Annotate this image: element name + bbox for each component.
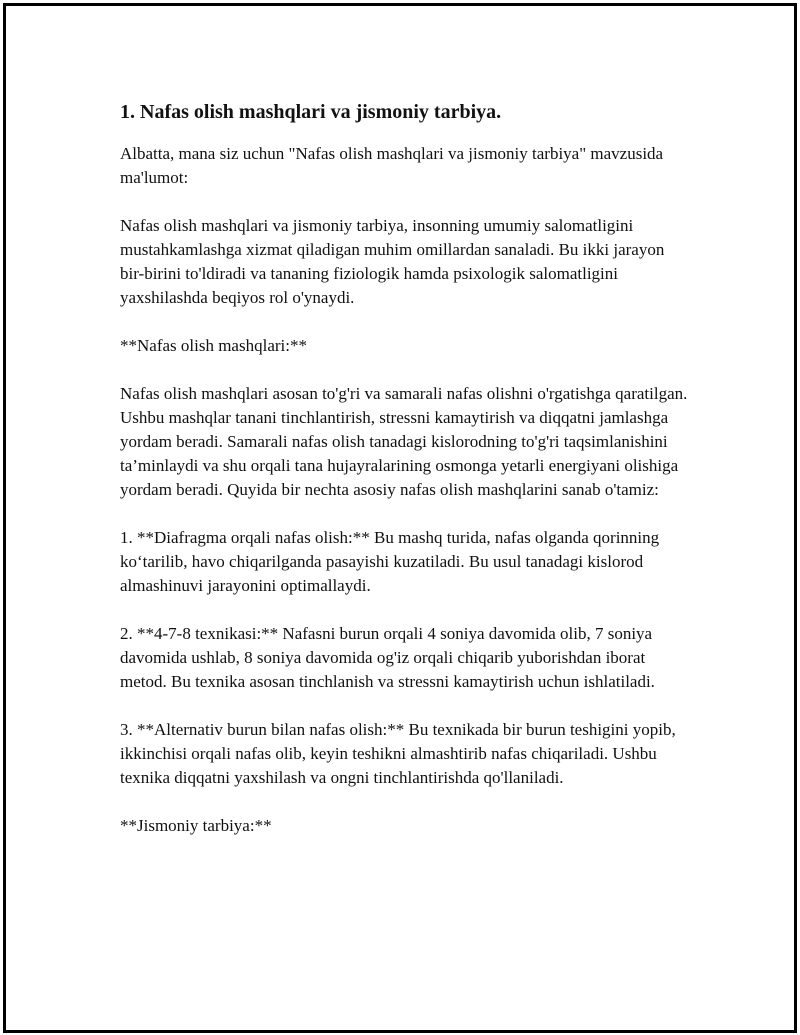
intro-paragraph: Albatta, mana siz uchun "Nafas olish mashqlari va jismoniy tarbiya" mavzusida ma'lumot: bbox=[120, 144, 664, 187]
document-body bbox=[120, 98, 690, 862]
section-heading-breathing: **Nafas olish mashqlari:** bbox=[120, 336, 307, 355]
overview-paragraph: Nafas olish mashqlari va jismoniy tarbiya, insonning umumiy salomatligini mustahkamlashga xizmat qiladigan muhim omillardan sanaladi. Bu ikki jarayon bir-birini to'ldiradi va tananing fiziologik hamda psixologik salomatligini yaxshilashda beqiyos rol o'ynaydi. bbox=[120, 216, 665, 307]
section-heading-physical: **Jismoniy tarbiya:** bbox=[120, 816, 272, 835]
exercise-item-2: 2. **4-7-8 texnikasi:** Nafasni burun orqali 4 soniya davomida olib, 7 soniya davomida ushlab, 8 soniya davomida og'iz orqali chiqarib yuborishdan iborat metod. Bu texnika asosan tinchlanish va stressni kamaytirish uchun ishlatiladi. bbox=[120, 624, 655, 691]
breathing-paragraph: Nafas olish mashqlari asosan to'g'ri va samarali nafas olishni o'rgatishga qaratilgan. Ushbu mashqlar tanani tinchlantirish, stressni kamaytirish va diqqatni jamlashga yordam beradi. Samarali nafas olish tanadagi kislorodning to'g'ri taqsimlanishini ta’minlaydi va shu orqali tana hujayralarining osmonga yetarli energiyani olishiga yordam beradi. Quyida bir nechta asosiy nafas olish mashqlarini sanab o'tamiz: bbox=[120, 384, 688, 499]
document-title: 1. Nafas olish mashqlari va jismoniy tarbiya. bbox=[120, 101, 502, 123]
document-page bbox=[3, 3, 797, 1033]
exercise-item-1: 1. **Diafragma orqali nafas olish:** Bu mashq turida, nafas olganda qorinning ko‘tarilib, havo chiqarilganda pasayishi kuzatiladi. Bu usul tanadagi kislorod almashinuvi jarayonini optimallaydi. bbox=[120, 528, 660, 595]
exercise-item-3: 3. **Alternativ burun bilan nafas olish:** Bu texnikada bir burun teshigini yopib, ikkinchisi orqali nafas olib, keyin teshikni almashtirib nafas chiqariladi. Ushbu texnika diqqatni yaxshilash va ongni tinchlantirishda qo'llaniladi. bbox=[120, 720, 676, 787]
